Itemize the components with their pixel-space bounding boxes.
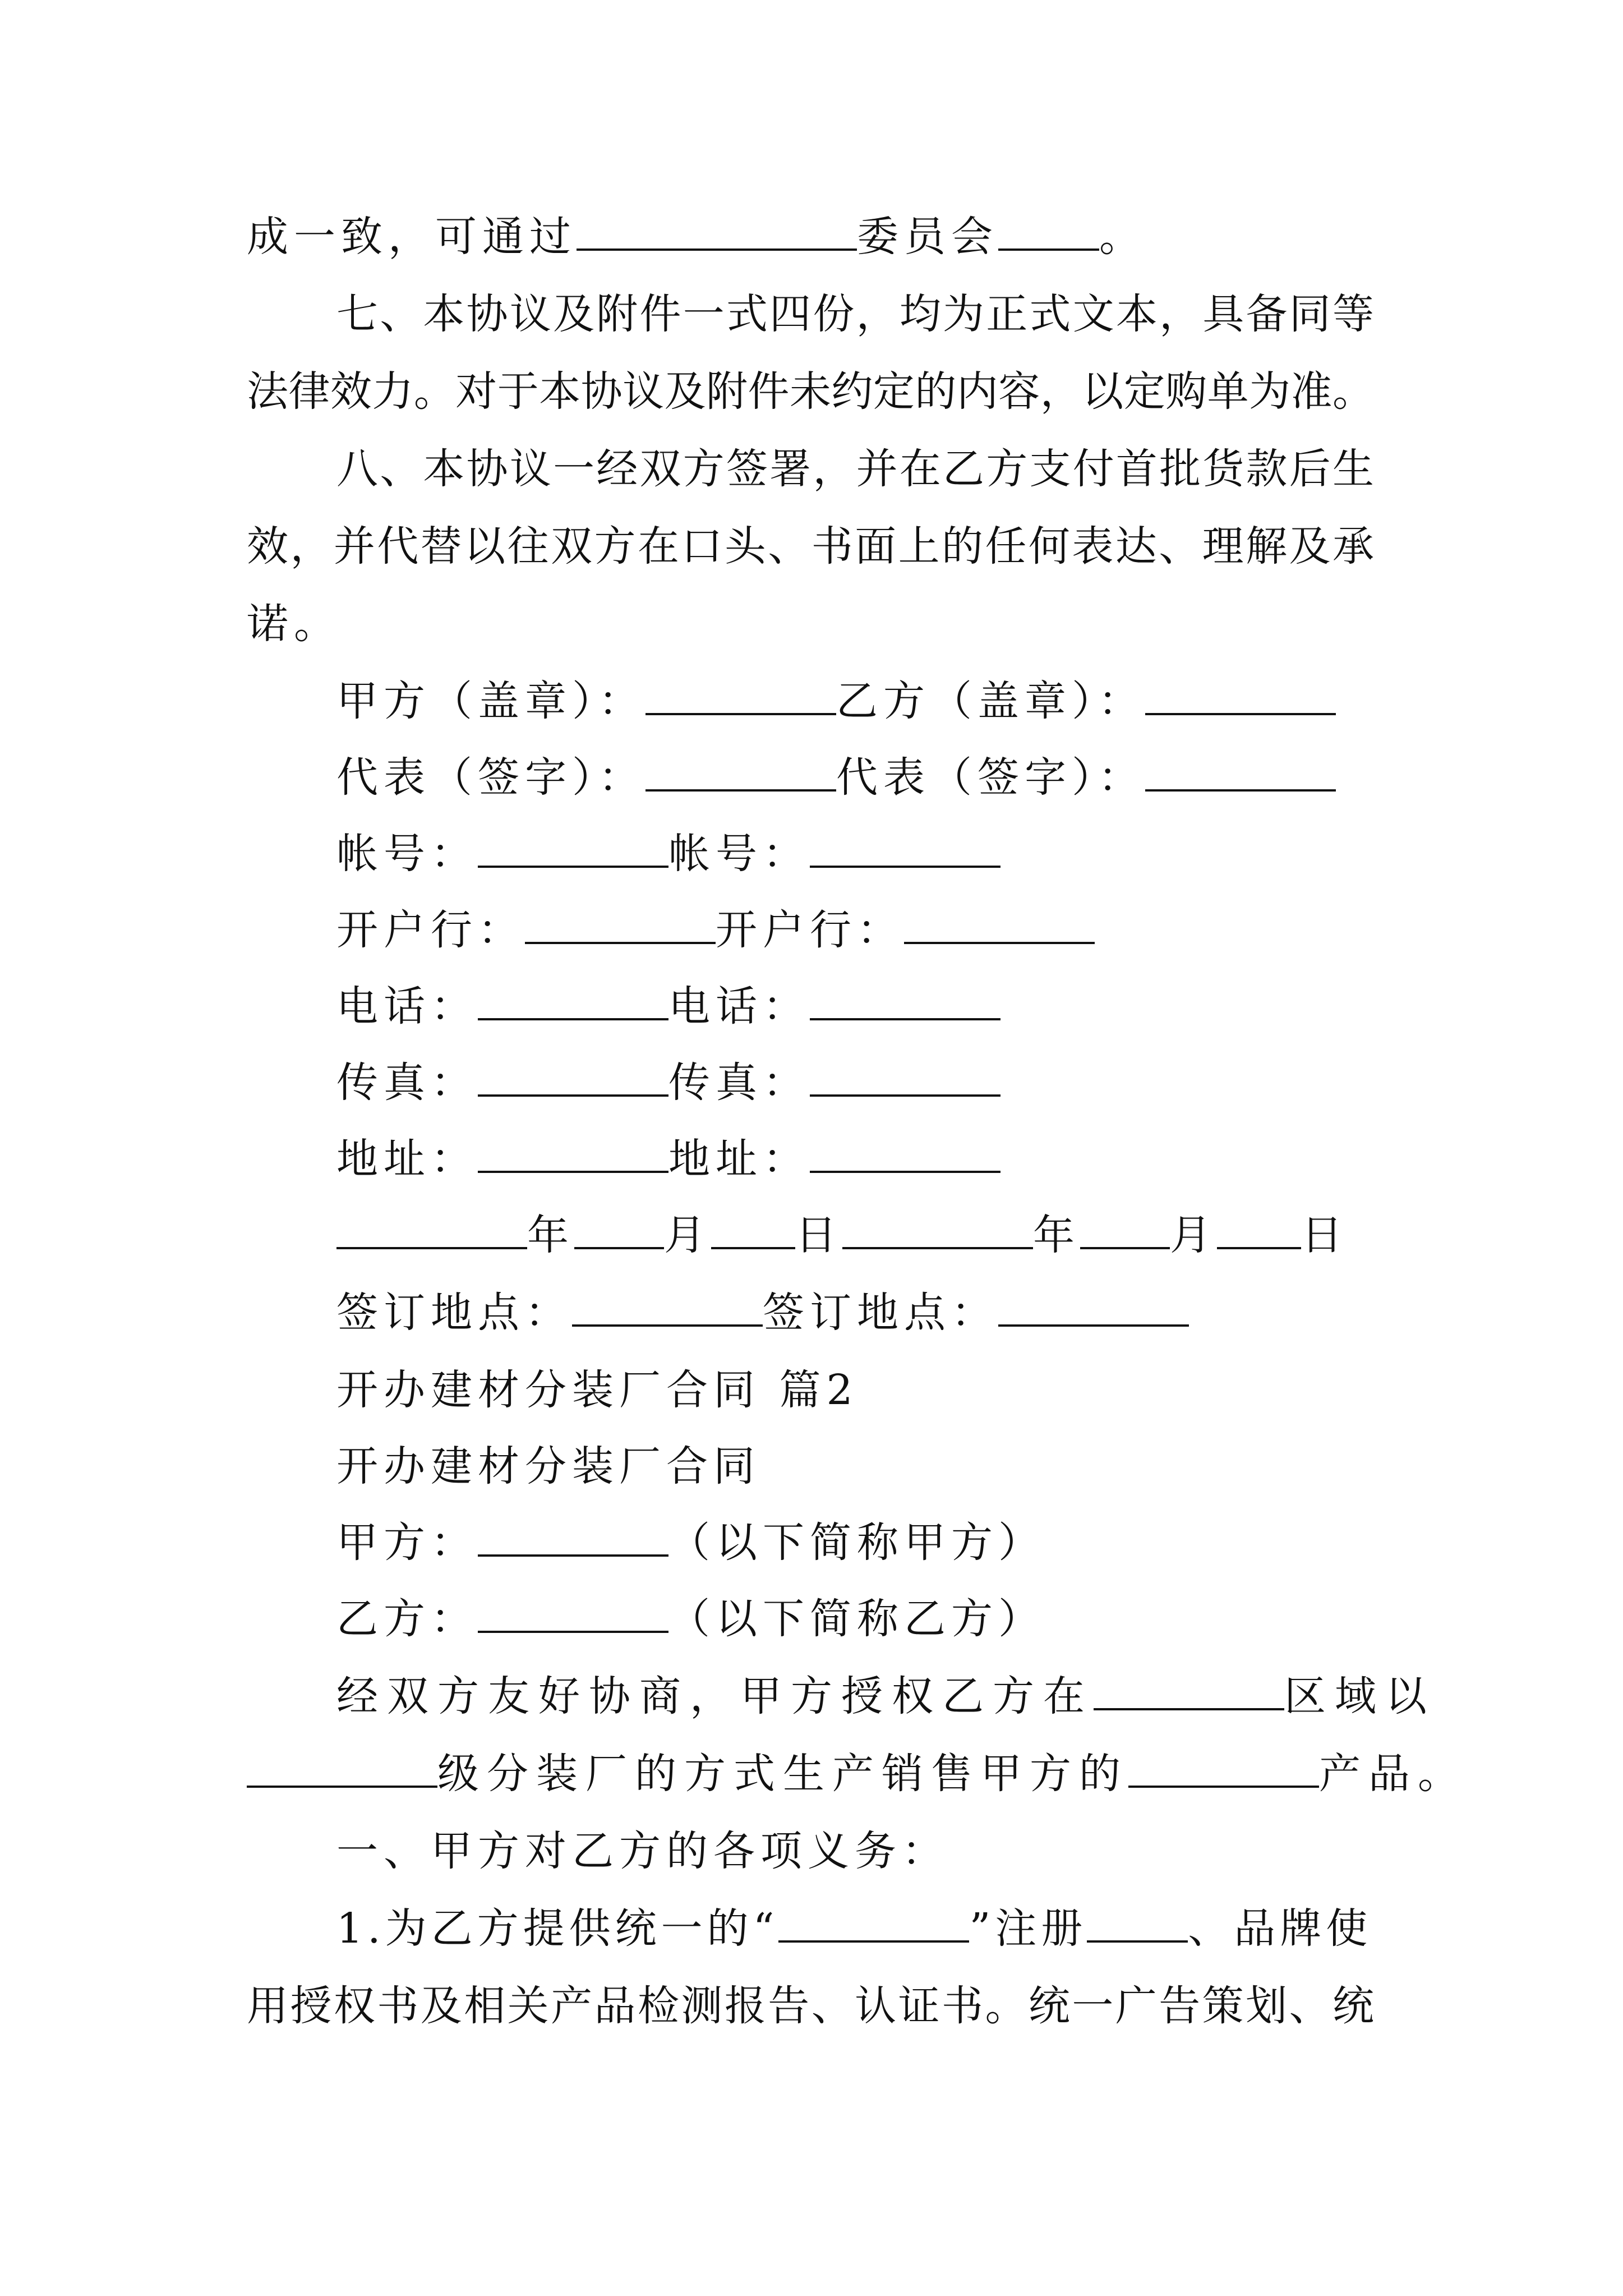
date-b-year-field[interactable] [842, 1212, 1033, 1249]
account-row [336, 826, 1000, 882]
region-field[interactable] [1094, 1673, 1284, 1710]
bank-b-label: 开户行： [716, 906, 904, 954]
address-a-field[interactable] [478, 1136, 668, 1173]
contract-title: 开办建材分装厂合同 [336, 1442, 760, 1490]
clause-8-line-3: 诺。 [247, 600, 341, 648]
fax-b-label: 传真： [668, 1059, 810, 1107]
clause-8-line-2: 效，并代替以往双方在口头、书面上的任何表达、理解及承 [247, 522, 1374, 570]
bank-row [336, 902, 1095, 958]
date-b-day-field[interactable] [1217, 1212, 1301, 1249]
party-b-seal-label: 乙方（盖章）： [836, 677, 1145, 725]
rep-a-label: 代表（签字）： [336, 753, 645, 802]
duty-heading: 一、甲方对乙方的各项义务： [336, 1827, 949, 1875]
consult-text-c: 级分装厂的方式生产销售甲方的 [437, 1750, 1128, 1798]
date-a-day-field[interactable] [711, 1212, 795, 1249]
year-label: 年 [1033, 1211, 1080, 1259]
party-b-name-field[interactable] [478, 1596, 668, 1633]
place-row [336, 1285, 1189, 1341]
date-a-month-field[interactable] [574, 1212, 664, 1249]
consultation-line-2 [247, 1746, 1467, 1802]
address-row [336, 1131, 1000, 1187]
phone-b-label: 电话： [668, 982, 810, 1030]
text-l1a: 成一致，可通过 [247, 213, 577, 261]
text-l1c: 。 [1099, 213, 1146, 261]
rep-b-field[interactable] [1145, 754, 1336, 792]
clause-7-line-2: 法律效力。对于本协议及附件未约定的内容，以定购单为准。 [247, 367, 1374, 416]
item-1-line-1 [336, 1901, 1372, 1957]
party-a-seal-field[interactable] [645, 678, 836, 715]
clause-7-line-1: 七、本协议及附件一式四份，均为正式文本，具备同等 [336, 290, 1374, 338]
party-a-label: 甲方： [336, 1519, 478, 1567]
account-a-field[interactable] [478, 831, 668, 868]
party-a-row [336, 1515, 1045, 1571]
party-a-seal-label: 甲方（盖章）： [336, 677, 645, 725]
party-a-note: （以下简称甲方） [668, 1519, 1045, 1567]
paragraph-6-end [247, 209, 1146, 265]
bank-b-field[interactable] [904, 907, 1095, 944]
brand-field[interactable] [778, 1906, 969, 1943]
place-b-label: 签订地点： [763, 1289, 998, 1337]
place-a-field[interactable] [572, 1290, 763, 1327]
item1-text-b: ”注册 [969, 1904, 1087, 1953]
consult-text-a: 经双方友好协商，甲方授权乙方在 [336, 1672, 1094, 1720]
account-a-label: 帐号： [336, 830, 478, 878]
place-b-field[interactable] [998, 1290, 1189, 1327]
consult-text-b: 区域以 [1284, 1672, 1436, 1720]
rep-b-label: 代表（签字）： [836, 753, 1145, 802]
phone-a-field[interactable] [478, 983, 668, 1020]
section-title: 开办建材分装厂合同 篇2 [336, 1366, 859, 1414]
bank-a-label: 开户行： [336, 906, 525, 954]
party-b-note: （以下简称乙方） [668, 1595, 1045, 1643]
product-field[interactable] [1128, 1751, 1319, 1788]
date-b-month-field[interactable] [1080, 1212, 1170, 1249]
party-b-seal-field[interactable] [1145, 678, 1336, 715]
party-b-label: 乙方： [336, 1595, 478, 1643]
phone-row [336, 978, 1000, 1034]
address-a-label: 地址： [336, 1135, 478, 1183]
party-a-name-field[interactable] [478, 1520, 668, 1557]
consultation-line-1 [336, 1668, 1436, 1724]
bank-a-field[interactable] [525, 907, 716, 944]
day-label: 日 [795, 1211, 842, 1259]
item1-text-c: 、品牌使 [1188, 1904, 1372, 1953]
register-field[interactable] [1087, 1906, 1188, 1943]
address-b-field[interactable] [810, 1136, 1000, 1173]
rep-a-field[interactable] [645, 754, 836, 792]
date-a-year-field[interactable] [336, 1212, 527, 1249]
item1-text-a: 1.为乙方提供统一的“ [336, 1904, 779, 1953]
place-a-label: 签订地点： [336, 1289, 572, 1337]
seal-row [336, 673, 1336, 729]
account-b-field[interactable] [810, 831, 1000, 868]
fax-b-field[interactable] [810, 1060, 1000, 1097]
consult-text-d: 产品。 [1319, 1750, 1467, 1798]
day-label: 日 [1301, 1211, 1348, 1259]
fax-row [336, 1055, 1000, 1111]
item-1-line-2: 用授权书及相关产品检测报告、认证书。统一广告策划、统 [247, 1982, 1374, 2030]
month-label: 月 [664, 1211, 711, 1259]
fax-a-field[interactable] [478, 1060, 668, 1097]
fax-a-label: 传真： [336, 1059, 478, 1107]
date-row [336, 1207, 1348, 1263]
party-b-row [336, 1591, 1045, 1647]
month-label: 月 [1170, 1211, 1217, 1259]
blank-field[interactable] [577, 214, 857, 251]
year-label: 年 [527, 1211, 574, 1259]
level-field[interactable] [247, 1751, 437, 1788]
phone-b-field[interactable] [810, 983, 1000, 1020]
address-b-label: 地址： [668, 1135, 810, 1183]
clause-8-line-1: 八、本协议一经双方签署，并在乙方支付首批货款后生 [336, 445, 1374, 493]
text-l1b: 委员会 [857, 213, 998, 261]
representative-row [336, 749, 1336, 806]
account-b-label: 帐号： [668, 830, 810, 878]
phone-a-label: 电话： [336, 982, 478, 1030]
blank-field[interactable] [998, 214, 1099, 251]
